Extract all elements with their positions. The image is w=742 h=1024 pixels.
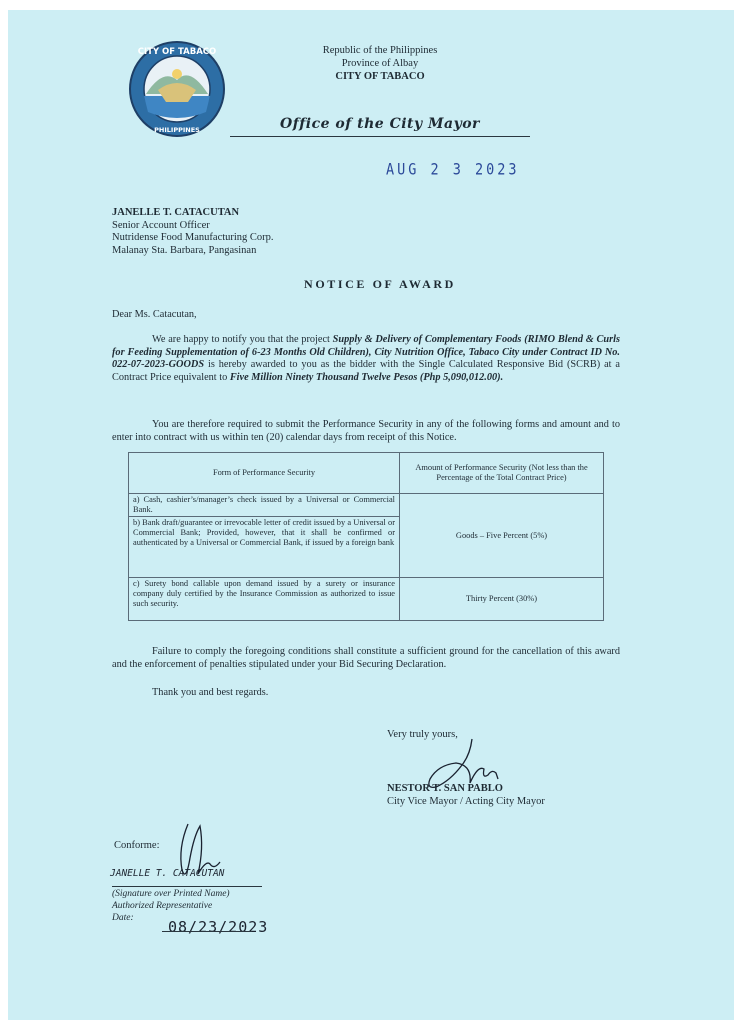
- row-c-form: c) Surety bond callable upon demand issued by a surety or insurance company duly certified by the Insurance Commission as authorized to issue such security.: [129, 578, 400, 621]
- award-mid: is hereby awarded to you as the bidder with the Single Calculated Responsive Bid (SCRB) at a Contract Price equivalent to: [112, 359, 620, 383]
- recipient-company: Nutridense Food Manufacturing Corp.: [112, 232, 274, 243]
- letterhead-city: CITY OF TABACO: [335, 71, 425, 82]
- header-form: Form of Performance Security: [129, 453, 400, 494]
- paragraph-thanks: Thank you and best regards.: [152, 687, 269, 698]
- row-ab-amount: Goods – Five Percent (5%): [400, 494, 604, 578]
- row-b-form: b) Bank draft/guarantee or irrevocable letter of credit issued by a Universal or Commercial Bank; Provided, however, that it shall be confirmed or authenticated by a Universal or Commercial Bank, if issued by a foreign bank: [129, 517, 400, 578]
- recipient-name: JANELLE T. CATACUTAN: [112, 207, 240, 218]
- performance-security-table: [128, 452, 604, 621]
- salutation: Dear Ms. Catacutan,: [112, 309, 197, 320]
- signature-line: [112, 886, 262, 887]
- award-project: Supply & Delivery of Complementary Foods (RIMO Blend & Curls for Feeding Supplementation of 6-23 Months Old Children), City Nutrition Office, Tabaco City under Contract ID No. 022-07-2023-GOODS: [112, 334, 620, 370]
- letterhead-province: Province of Albay: [341, 58, 419, 69]
- signatory-name: NESTOR T. SAN PABLO: [387, 783, 503, 794]
- date-line: [162, 931, 252, 932]
- recipient-address: Malanay Sta. Barbara, Pangasinan: [112, 244, 257, 256]
- seal-bottom-text: PHILIPPINES: [154, 126, 200, 134]
- seal-top-text: CITY OF TABACO: [137, 47, 217, 57]
- city-seal-icon: [128, 40, 226, 138]
- recipient-position: Senior Account Officer: [112, 219, 210, 231]
- recipient-block: [112, 207, 274, 257]
- award-price: Five Million Ninety Thousand Twelve Pesos (Php 5,090,012.00).: [229, 371, 504, 383]
- closing-line: Very truly yours,: [387, 729, 458, 740]
- signatory-title: City Vice Mayor / Acting City Mayor: [387, 795, 545, 807]
- document-title: NOTICE OF AWARD: [304, 277, 456, 291]
- award-intro: We are happy to notify you that the project: [152, 334, 333, 345]
- signature-caption: (Signature over Printed Name): [112, 889, 230, 899]
- office-title: Office of the City Mayor: [280, 116, 480, 132]
- table-header-row: [129, 453, 604, 494]
- table-row: [129, 578, 604, 621]
- paragraph-security: You are therefore required to submit the Performance Security in any of the following forms and amount and to enter into contract with us within ten (20) calendar days from receipt of this Notice.: [112, 419, 620, 443]
- letterhead-rule: [230, 136, 530, 137]
- conforme-label: Conforme:: [114, 840, 160, 851]
- date-label: Date:: [112, 913, 134, 923]
- header-amount: Amount of Performance Security (Not less than the Percentage of the Total Contract Price): [400, 453, 604, 494]
- authorized-rep: Authorized Representative: [112, 901, 213, 911]
- row-a-form: a) Cash, cashier’s/manager’s check issued by a Universal or Commercial Bank.: [129, 494, 400, 517]
- letterhead-republic: Republic of the Philippines: [322, 45, 438, 56]
- conforme-printed-name: JANELLE T. CATACUTAN: [110, 868, 225, 879]
- row-c-amount: Thirty Percent (30%): [400, 578, 604, 621]
- paragraph-failure: Failure to comply the foregoing conditions shall constitute a sufficient ground for the cancellation of this award and the enforcement of penalties stipulated under your Bid Securing Declaration.: [112, 646, 620, 670]
- received-date-stamp: AUG 2 3 2023: [386, 160, 520, 180]
- signatory-block: [387, 783, 545, 808]
- letterhead: [250, 44, 510, 83]
- table-row: [129, 494, 604, 517]
- paragraph-award: [112, 334, 620, 384]
- conforme-date-value: 08/23/2023: [168, 918, 269, 936]
